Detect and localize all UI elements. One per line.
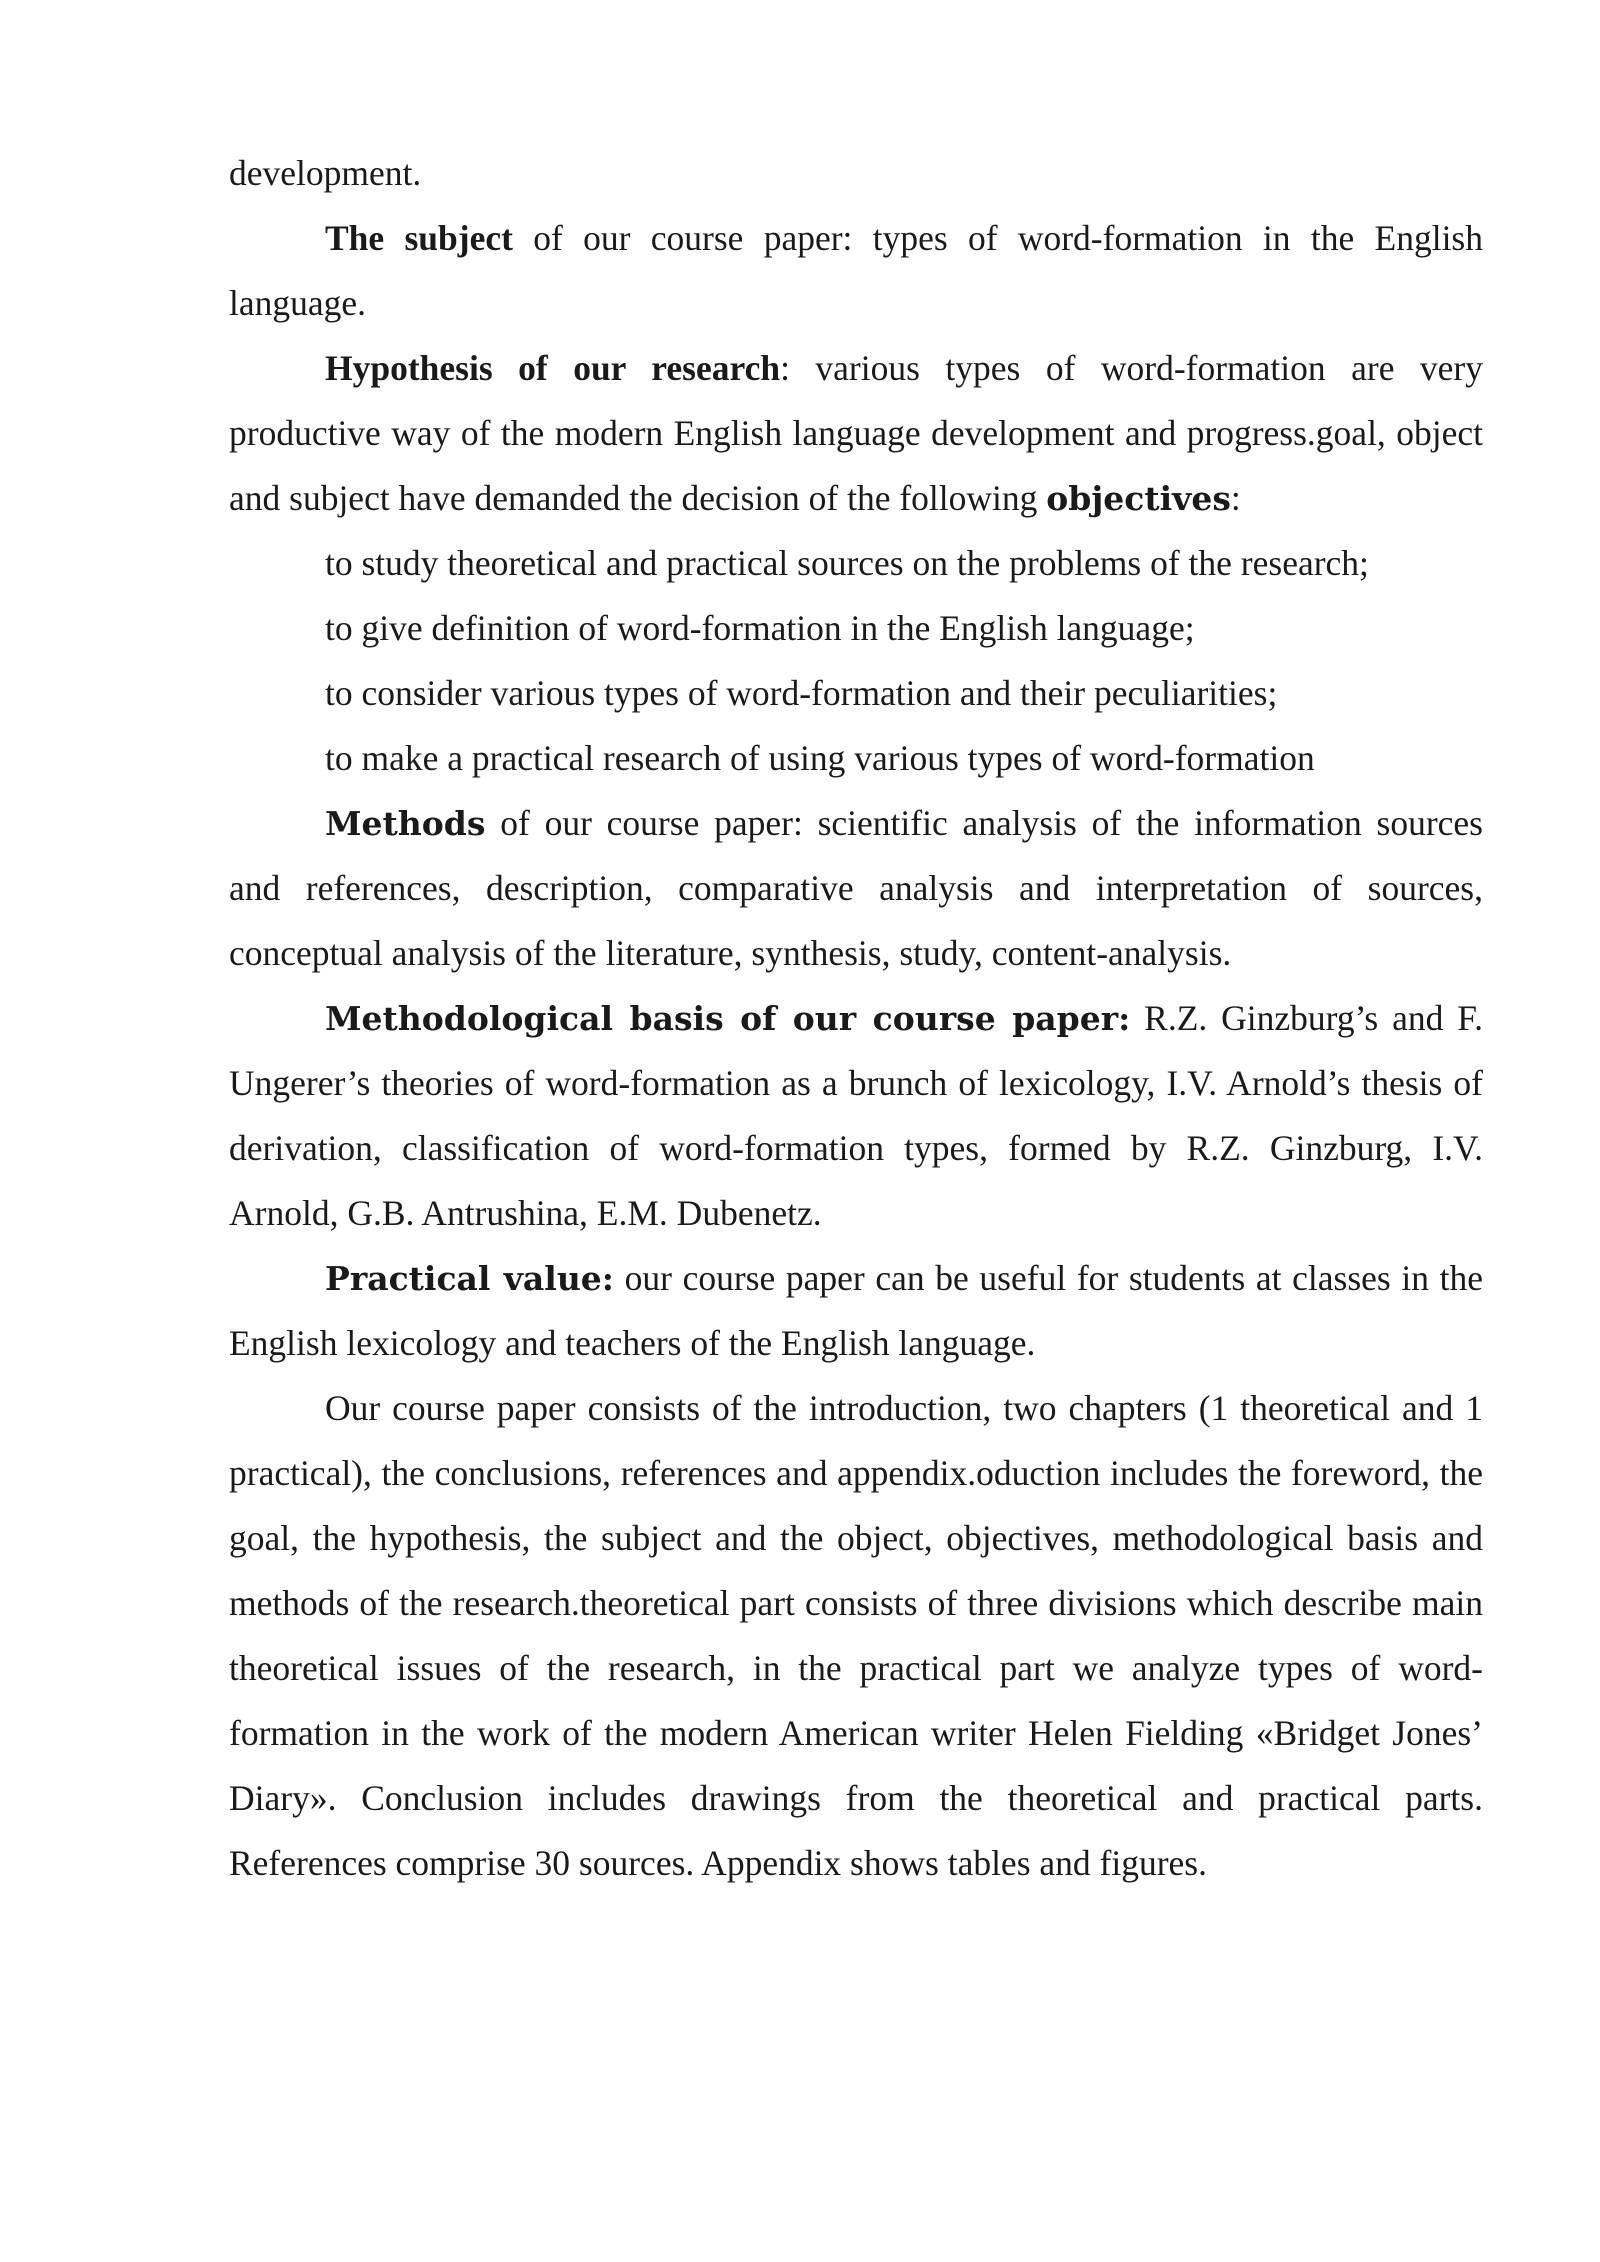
practical-value-heading: Practical value: — [325, 1259, 614, 1298]
objective-item: to give definition of word-formation in the English language; — [325, 608, 1195, 648]
paragraph-hypothesis — [229, 336, 1483, 531]
objective-item: to consider various types of word-formation and their peculiarities; — [325, 673, 1278, 713]
objective-item: to make a practical research of using various types of word-formation — [325, 738, 1315, 778]
hypothesis-tail: : — [1230, 478, 1241, 518]
hypothesis-text: : various types of word-formation are very productive way of the modern English language development and progress.goal, object and subject have demanded the decision of the following — [229, 348, 1483, 518]
paragraph-practical-value — [229, 1246, 1483, 1376]
paragraph-methods — [229, 791, 1483, 986]
methodological-basis-heading: Methodological basis of our course paper: — [325, 999, 1131, 1038]
objective-item: to study theoretical and practical sources on the problems of the research; — [325, 543, 1369, 583]
hypothesis-heading: Hypothesis of our research — [325, 348, 781, 388]
paragraph-structure — [229, 1376, 1483, 1896]
paragraph-continuation — [229, 141, 1483, 206]
objectives-keyword: objectives — [1046, 479, 1231, 518]
paragraph-methodological-basis — [229, 986, 1483, 1246]
subject-heading: The subject — [325, 218, 513, 258]
continuation-text: development. — [229, 153, 422, 193]
document-page — [229, 141, 1483, 1896]
practical-value-text: our course paper can be useful for students at classes in the English lexicology and teachers of the English language. — [229, 1258, 1483, 1363]
methods-heading: Methods — [325, 804, 486, 843]
subject-text: of our course paper: types of word-formation in the English language. — [229, 218, 1483, 323]
structure-text: Our course paper consists of the introduction, two chapters (1 theoretical and 1 practical), the conclusions, references and appendix.oduction includes the foreword, the goal, the hypothesis, the subject and the object, objectives, methodological basis and methods of the research.theoretical part consists of three divisions which describe main theoretical issues of the research, in the practical part we analyze types of word-formation in the work of the modern American writer Helen Fielding «Bridget Jones’ Diary». Conclusion includes drawings from the theoretical and practical parts. References comprise 30 sources. Appendix shows tables and figures. — [229, 1388, 1483, 1883]
methodological-basis-text: R.Z. Ginzburg’s and F. Ungerer’s theories of word-formation as a brunch of lexicology, I.V. Arnold’s thesis of derivation, classification of word-formation types, formed by R.Z. Ginzburg, I.V. Arnold, G.B. Antrushina, E.M. Dubenetz. — [229, 998, 1483, 1233]
paragraph-subject — [229, 206, 1483, 336]
methods-text: of our course paper: scientific analysis of the information sources and references, description, comparative analysis and interpretation of sources, conceptual analysis of the literature, synthesis, study, content-analysis. — [229, 803, 1483, 973]
